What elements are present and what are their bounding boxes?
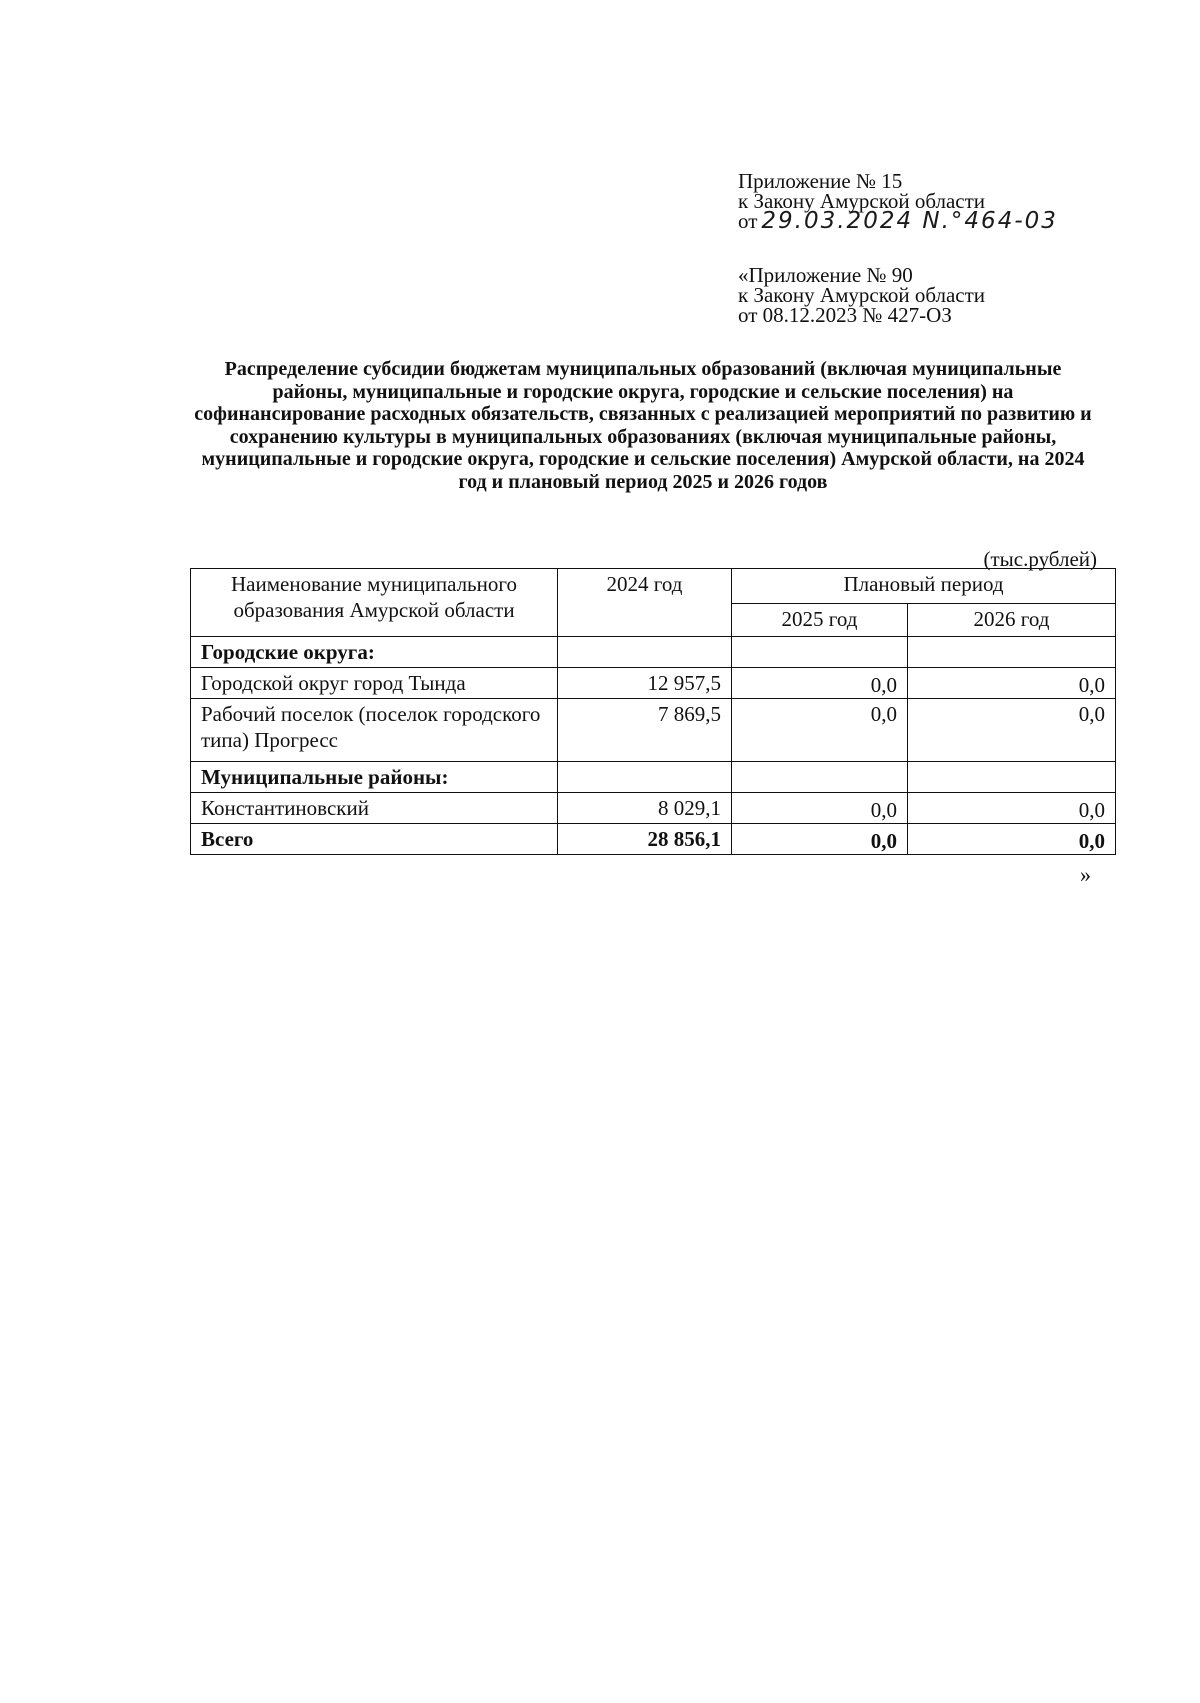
row-2026: 0,0 <box>908 668 1116 699</box>
closing-quote: » <box>1080 862 1091 887</box>
table-row <box>191 699 1116 762</box>
row-2026: 0,0 <box>908 793 1116 824</box>
header-2025: 2025 год <box>732 604 908 637</box>
appendix-block <box>738 169 1058 234</box>
handwritten-date-number: 29.03.2024 N.°464-03 <box>761 208 1058 234</box>
appendix-from-prefix: от <box>738 209 758 233</box>
total-2025: 0,0 <box>732 824 908 855</box>
row-2025: 0,0 <box>732 699 908 762</box>
row-name: Константиновский <box>191 793 558 824</box>
appendix-date-line <box>738 208 1058 234</box>
subsidy-table <box>190 568 1116 855</box>
row-name: Городской округ город Тында <box>191 668 558 699</box>
total-2026: 0,0 <box>908 824 1116 855</box>
row-2024: 12 957,5 <box>558 668 732 699</box>
total-row <box>191 824 1116 855</box>
header-name: Наименование муниципального образования Амурской области <box>191 569 558 637</box>
row-2026: 0,0 <box>908 699 1116 762</box>
appendix-title: Приложение № 15 <box>738 169 903 193</box>
header-2024: 2024 год <box>558 569 732 637</box>
units-label: (тыс.рублей) <box>983 547 1097 571</box>
original-appendix-date-number: от 08.12.2023 № 427-ОЗ <box>738 303 952 327</box>
table-row <box>191 668 1116 699</box>
row-2025: 0,0 <box>732 668 908 699</box>
section-title: Городские округа: <box>191 637 558 668</box>
appendix-law: к Закону Амурской области <box>738 189 986 213</box>
row-2024: 7 869,5 <box>558 699 732 762</box>
section-row <box>191 637 1116 668</box>
original-appendix-law: к Закону Амурской области <box>738 283 986 307</box>
table-header-row <box>191 569 1116 604</box>
original-appendix-title: «Приложение № 90 <box>738 263 913 287</box>
document-heading: Распределение субсидии бюджетам муниципальных образований (включая муниципальные районы, муниципальные и городские округа, городские и сельские поселения) на софинансирование расходных обязательств, связанных с реализацией мероприятий по развитию и сохранению культуры в муниципальных образованиях (включая муниципальные районы, муниципальные и городские округа, городские и сельские поселения) Амурской области, на 2024 год и плановый период 2025 и 2026 годов <box>194 358 1092 493</box>
row-2024: 8 029,1 <box>558 793 732 824</box>
header-planned-period: Плановый период <box>732 569 1116 604</box>
header-2026: 2026 год <box>908 604 1116 637</box>
table-row <box>191 793 1116 824</box>
total-label: Всего <box>191 824 558 855</box>
section-title: Муниципальные районы: <box>191 762 558 793</box>
row-name: Рабочий поселок (поселок городского типа) Прогресс <box>191 699 558 762</box>
original-appendix-block <box>738 265 985 325</box>
total-2024: 28 856,1 <box>558 824 732 855</box>
row-2025: 0,0 <box>732 793 908 824</box>
section-row <box>191 762 1116 793</box>
